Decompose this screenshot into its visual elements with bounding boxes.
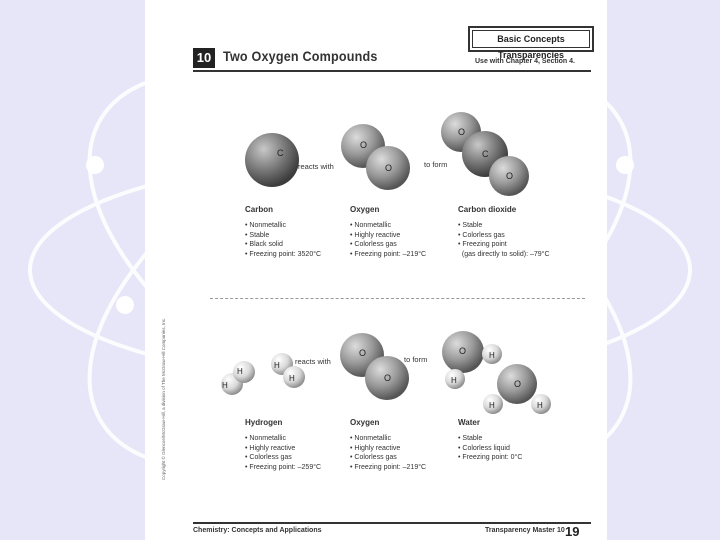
page-title: Two Oxygen Compounds [223, 48, 378, 64]
oxygen-molecule-2 [340, 333, 409, 400]
svg-text:O: O [384, 373, 392, 383]
carbon-properties: Carbon • Nonmetallic • Stable • Black solid • Freezing point: 3520°C [245, 205, 322, 259]
title-rule [193, 70, 591, 72]
carbon-dioxide-properties: Carbon dioxide • Stable • Colorless gas • Freezing point (gas directly to solid): –79°C [458, 205, 550, 259]
svg-text:H: H [274, 361, 280, 370]
footer-master-label: Transparency Master 10 [485, 527, 565, 534]
svg-text:O: O [359, 348, 367, 358]
svg-text:O: O [514, 379, 522, 389]
oxygen-molecule [341, 124, 410, 190]
oxygen-properties-2: Oxygen • Nonmetallic • Highly reactive • Colorless gas • Freezing point: –219°C [350, 418, 427, 472]
transparency-number: 10 [193, 48, 215, 68]
water-properties: Water • Stable • Colorless liquid • Freezing point: 0°C [458, 418, 523, 462]
svg-text:O: O [360, 140, 368, 150]
svg-text:H: H [489, 351, 495, 360]
svg-text:O: O [506, 171, 514, 181]
carbon-dioxide-molecule [441, 112, 529, 196]
reaction1-molecules [235, 110, 555, 200]
reaction2-verb: reacts with [295, 357, 331, 366]
svg-text:H: H [537, 401, 543, 410]
oxygen-properties: Oxygen • Nonmetallic • Highly reactive • Colorless gas • Freezing point: –219°C [350, 205, 427, 259]
water-molecule-2 [483, 364, 551, 414]
use-with-note: Use with Chapter 4, Section 4. [475, 58, 575, 65]
svg-text:O: O [385, 163, 393, 173]
svg-text:H: H [489, 401, 495, 410]
reaction2-molecules [210, 322, 570, 417]
footer-rule [193, 522, 591, 524]
transparency-page [145, 0, 607, 540]
water-molecule-1 [442, 331, 502, 389]
svg-text:H: H [222, 381, 228, 390]
reaction1-to-form: to form [424, 160, 448, 169]
section-divider [210, 298, 585, 299]
page-number: 19 [565, 524, 580, 539]
svg-text:O: O [458, 127, 466, 137]
svg-text:H: H [451, 376, 457, 385]
svg-text:O: O [459, 346, 467, 356]
series-badge: Basic Concepts Transparencies [468, 26, 594, 52]
hydrogen-properties: Hydrogen • Nonmetallic • Highly reactive • Colorless gas • Freezing point: –259°C [245, 418, 322, 472]
hydrogen-molecule-1 [221, 361, 255, 395]
svg-text:C: C [482, 149, 489, 159]
svg-text:H: H [237, 367, 243, 376]
reaction2-to-form: to form [404, 355, 428, 364]
carbon-atom [245, 133, 299, 187]
svg-text:H: H [289, 374, 295, 383]
reaction1-verb: reacts with [298, 162, 334, 171]
copyright-credit: Copyright © Glencoe/McGraw-Hill, a division of The McGraw-Hill Companies, Inc. [161, 317, 166, 480]
footer-book-title: Chemistry: Concepts and Applications [193, 527, 322, 534]
svg-text:C: C [277, 148, 284, 158]
